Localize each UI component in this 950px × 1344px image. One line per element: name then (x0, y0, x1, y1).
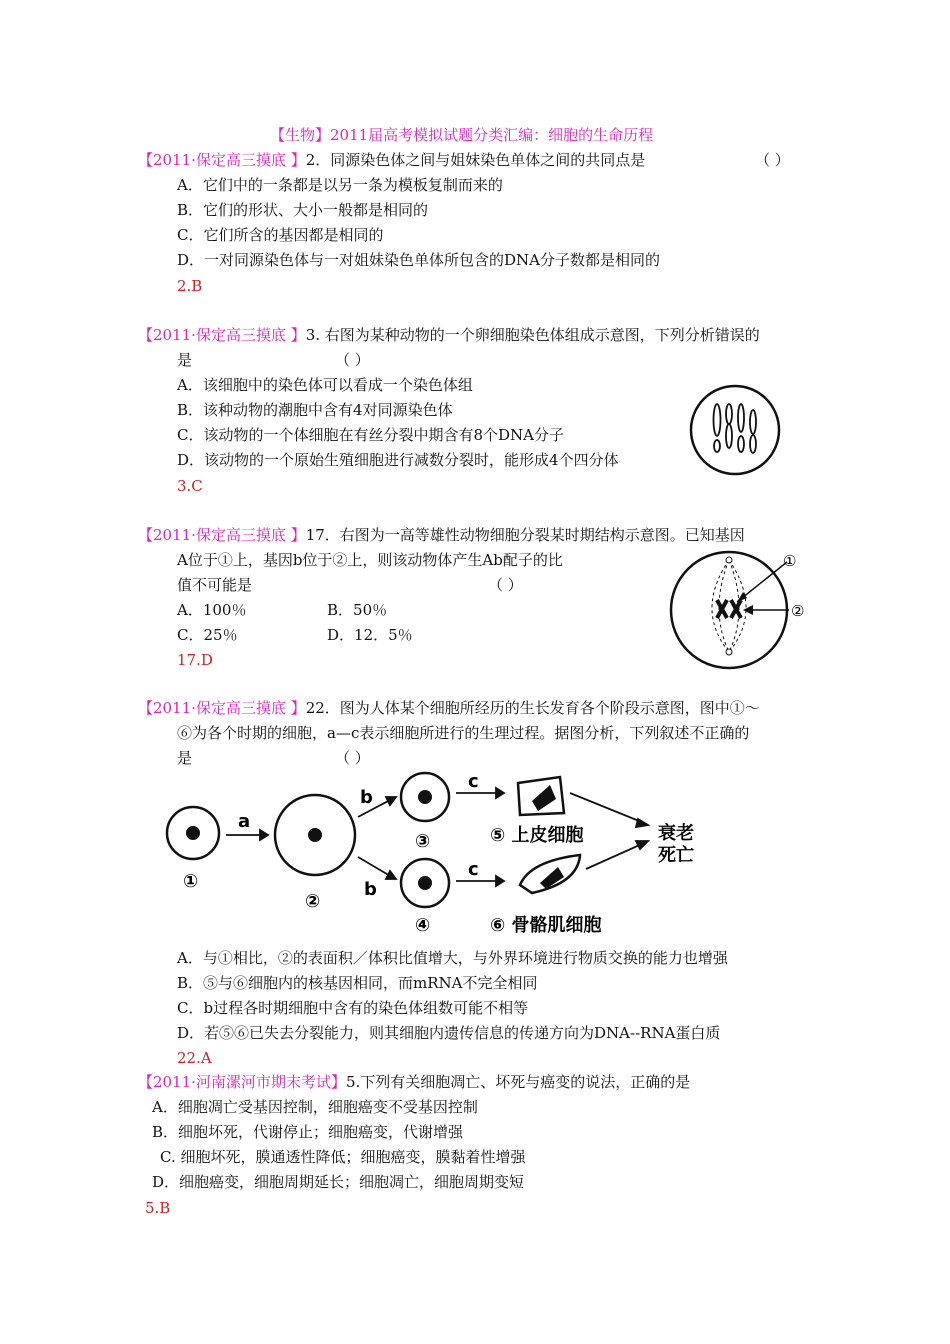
option-d: D．若⑤⑥已失去分裂能力，则其细胞内遗传信息的传递方向为DNA--RNA蛋白质 (177, 1024, 721, 1042)
dividing-cell-figure (665, 548, 825, 672)
label-2: ② (791, 602, 805, 620)
question-source: 【2011·保定高三摸底 】 (138, 326, 306, 344)
question-stem: 2．同源染色体之间与姐妹染色单体之间的共同点是 (305, 151, 646, 169)
option-c: C．它们所含的基因都是相同的 (177, 226, 384, 244)
question-3-header (138, 325, 760, 345)
chromosomes (717, 600, 741, 618)
nucleus (308, 828, 322, 842)
option-c: C．25％ (177, 626, 238, 644)
centrosome-top (726, 557, 732, 563)
option-a: A．该细胞中的染色体可以看成一个染色体组 (177, 376, 473, 394)
nucleus (186, 826, 200, 840)
question-stem-cont: 值不可能是 (177, 576, 253, 594)
label-1: ① (783, 552, 797, 570)
label-cell-3: ③ (415, 831, 431, 852)
question-22-header (138, 698, 760, 718)
question-stem-cont: A位于①上，基因b位于②上，则该动物体产生Ab配子的比 (177, 551, 563, 569)
centrosome-bottom (726, 649, 732, 655)
question-source: 【2011·保定高三摸底 】 (138, 526, 306, 544)
label-cell-4: ④ (415, 915, 431, 936)
process-c: c (468, 859, 479, 880)
option-c: C．该动物的一个体细胞在有丝分裂中期含有8个DNA分子 (177, 426, 565, 444)
question-stem-cont: ⑥为各个时期的细胞，a—c表示细胞所进行的生理过程。据图分析，下列叙述不正确的 (177, 724, 750, 742)
option-a: A．100％ (177, 601, 247, 619)
process-b: b (364, 879, 377, 900)
answer: 3.C (177, 477, 203, 495)
question-source: 【2011·保定高三摸底 】 (138, 151, 306, 169)
process-c: c (468, 771, 479, 792)
question-stem: 5.下列有关细胞凋亡、坏死与癌变的说法，正确的是 (345, 1073, 691, 1091)
question-stem-cont: 是 (177, 749, 193, 767)
answer: 17.D (177, 651, 213, 669)
question-stem: 17．右图为一高等雄性动物细胞分裂某时期结构示意图。已知基因 (305, 526, 745, 544)
process-b: b (360, 787, 373, 808)
option-b: B．它们的形状、大小一般都是相同的 (177, 201, 429, 219)
question-stem-cont: 是 (177, 351, 193, 369)
egg-cell-chromosome-figure (685, 382, 785, 482)
option-d: D．细胞癌变，细胞周期延长；细胞凋亡，细胞周期变短 (152, 1173, 525, 1191)
nucleus (418, 876, 432, 890)
cell-membrane (691, 386, 779, 474)
option-b: B．该种动物的潮胞中含有4对同源染色体 (177, 401, 453, 419)
label-cell-1: ① (183, 871, 199, 892)
skeletal-muscle-cell (520, 855, 580, 893)
option-a: A．它们中的一条都是以另一条为模板复制而来的 (177, 176, 503, 194)
option-b: B．细胞坏死，代谢停止；细胞癌变，代谢增强 (152, 1123, 464, 1141)
option-a: A．与①相比，②的表面积／体积比值增大，与外界环境进行物质交换的能力也增强 (177, 949, 728, 967)
question-stem: 3. 右图为某种动物的一个卵细胞染色体组成示意图，下列分析错误的 (305, 326, 760, 344)
spindle-fibers (712, 560, 746, 652)
answer-bracket: （ ） (335, 351, 370, 369)
process-a: a (238, 811, 251, 832)
answer: 2.B (177, 277, 203, 295)
answer-bracket: （ ） (488, 576, 523, 594)
label-epithelial: ⑤ 上皮细胞 (490, 825, 584, 846)
label-cell-2: ② (305, 891, 321, 912)
option-d: D．该动物的一个原始生殖细胞进行减数分裂时，能形成4个四分体 (177, 451, 619, 469)
label-skeletal-muscle: ⑥ 骨骼肌细胞 (490, 915, 602, 936)
page-title: 【生物】2011届高考模拟试题分类汇编：细胞的生命历程 (270, 126, 654, 144)
option-a: A．细胞凋亡受基因控制，细胞癌变不受基因控制 (152, 1098, 478, 1116)
option-d: D．一对同源染色体与一对姐妹染色单体所包含的DNA分子数都是相同的 (177, 251, 661, 269)
chromosomes (714, 404, 757, 453)
option-b: B．50％ (327, 601, 388, 619)
arrowhead (743, 605, 753, 615)
option-b: B．⑤与⑥细胞内的核基因相同，而mRNA不完全相同 (177, 974, 538, 992)
answer: 5.B (145, 1199, 171, 1217)
answer-bracket: （ ） (755, 151, 790, 169)
question-source: 【2011·河南漯河市期末考试】 (138, 1073, 346, 1091)
question-stem: 22．图为人体某个细胞所经历的生长发育各个阶段示意图，图中①～ (305, 699, 760, 717)
question-2-header (138, 150, 645, 170)
answer-bracket: （ ） (335, 749, 370, 767)
label-death: 死亡 (658, 845, 694, 866)
question-source: 【2011·保定高三摸底 】 (138, 699, 306, 717)
option-d: D．12．5％ (327, 626, 413, 644)
nucleus (532, 785, 556, 811)
cell-development-figure (160, 765, 740, 940)
option-c: C．b过程各时期细胞中含有的染色体组数可能不相等 (177, 999, 529, 1017)
label-aging: 衰老 (658, 823, 694, 844)
answer: 22.A (177, 1049, 212, 1067)
option-c: C. 细胞坏死，膜通透性降低；细胞癌变，膜黏着性增强 (160, 1148, 526, 1166)
question-5-header (138, 1072, 690, 1092)
question-17-header (138, 525, 745, 545)
nucleus (418, 790, 432, 804)
